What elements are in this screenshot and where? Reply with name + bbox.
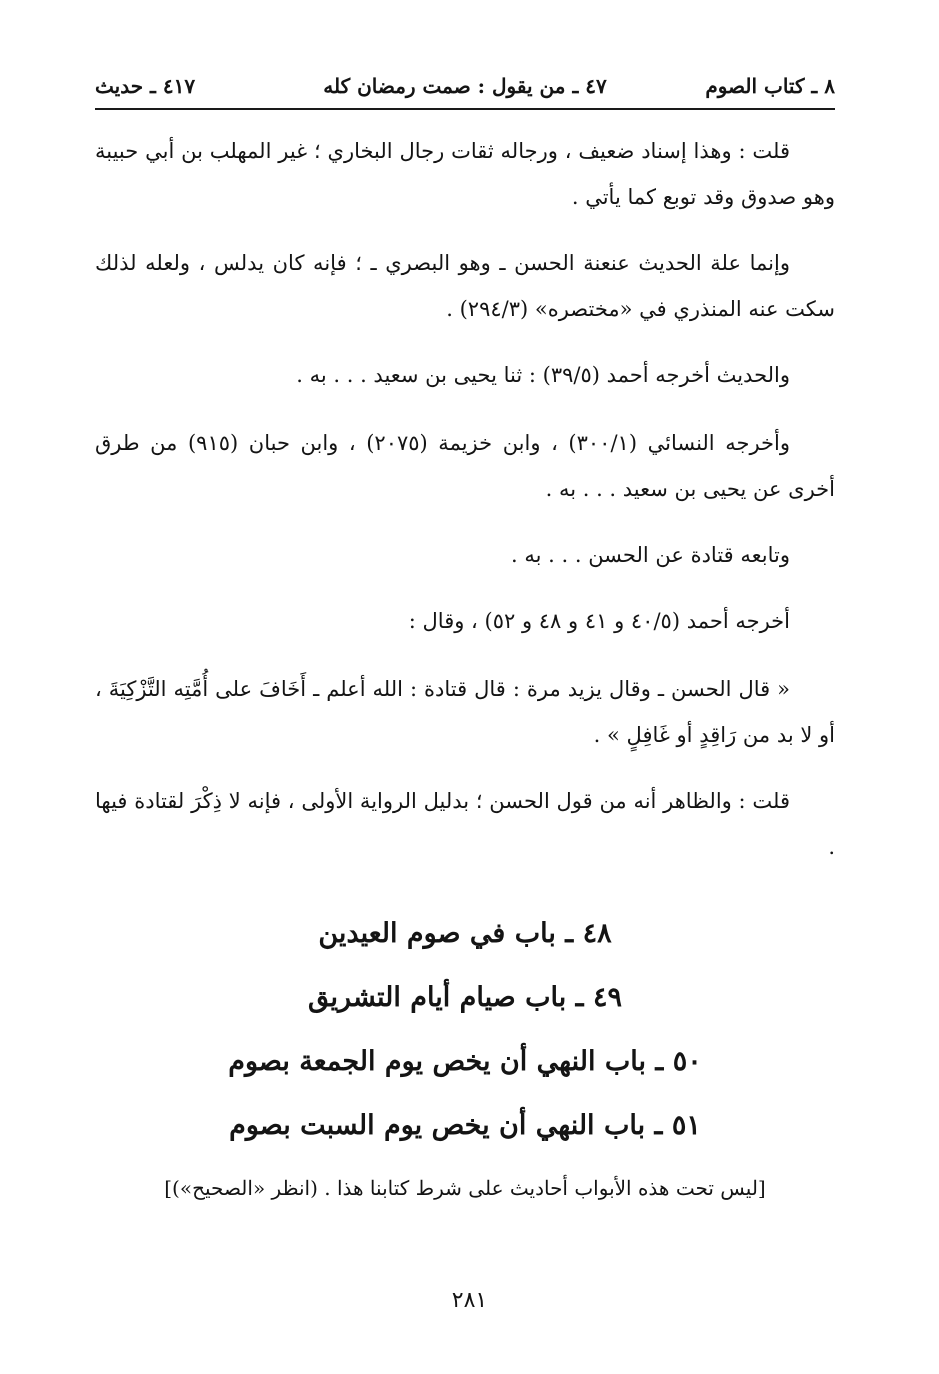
header-rule	[95, 108, 835, 110]
paragraph-6: أخرجه أحمد (٤٠/٥ و ٤١ و ٤٨ و ٥٢) ، وقال :	[408, 609, 790, 633]
paragraph-4: وأخرجه النسائي (٣٠٠/١) ، وابن خزيمة (٢٠٧٥) ، وابن حبان (٩١٥) من طرق أخرى عن يحيى بن سعيد . . . به .	[95, 431, 835, 501]
chapter-heading-50: ٥٠ ـ باب النهي أن يخص يوم الجمعة بصوم	[228, 1046, 702, 1077]
page-number: ٢٨١	[451, 1288, 488, 1313]
editor-note: [ليس تحت هذه الأبواب أحاديث على شرط كتابنا هذا . (انظر «الصحيح»)]	[164, 1176, 766, 1200]
paragraph-2: وإنما علة الحديث عنعنة الحسن ـ وهو البصري ـ ؛ فإنه كان يدلس ، ولعله لذلك سكت عنه المنذري في «مختصره» (٢٩٤/٣) .	[95, 251, 835, 321]
chapter-heading-51: ٥١ ـ باب النهي أن يخص يوم السبت بصوم	[229, 1110, 701, 1141]
header-chapter-title: ٤٧ ـ من يقول : صمت رمضان كله	[323, 74, 607, 98]
paragraph-8: قلت : والظاهر أنه من قول الحسن ؛ بدليل الرواية الأولى ، فإنه لا ذِكْرَ لقتادة فيها .	[95, 789, 835, 859]
paragraph-5: وتابعه قتادة عن الحسن . . . به .	[511, 543, 790, 567]
chapter-heading-48: ٤٨ ـ باب في صوم العيدين	[318, 918, 612, 949]
header-hadith-number: ٤١٧ ـ حديث	[95, 74, 196, 98]
paragraph-3: والحديث أخرجه أحمد (٣٩/٥) : ثنا يحيى بن سعيد . . . به .	[296, 363, 790, 387]
chapter-heading-49: ٤٩ ـ باب صيام أيام التشريق	[308, 982, 622, 1013]
paragraph-7: « قال الحسن ـ وقال يزيد مرة : قال قتادة : الله أعلم ـ أَخَافَ على أُمَّتِه التَّزْكِيَةَ ، أو لا بد من رَاقِدٍ أو غَافِلٍ » .	[95, 677, 835, 747]
header-book-title: ٨ ـ كتاب الصوم	[705, 74, 835, 98]
running-header	[95, 66, 835, 106]
paragraph-1: قلت : وهذا إسناد ضعيف ، ورجاله ثقات رجال البخاري ؛ غير المهلب بن أبي حبيبة وهو صدوق وقد توبع كما يأتي .	[95, 139, 835, 209]
